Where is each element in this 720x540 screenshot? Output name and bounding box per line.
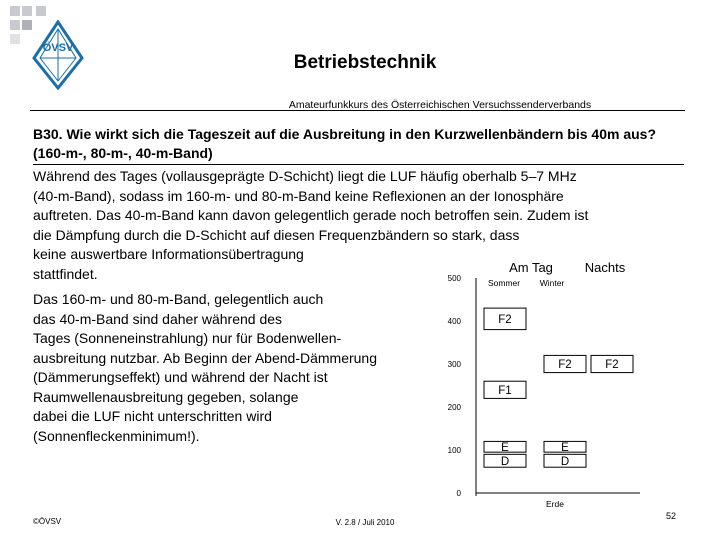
- chart-title-day: Am Tag: [509, 260, 553, 275]
- question-heading: B30. Wie wirkt sich die Tageszeit auf die Ausbreitung in den Kurzwellenbändern bis 40m aus? (160-m-, 80-m-, 40-m-Band): [33, 126, 657, 161]
- layer-label: F1: [498, 384, 512, 397]
- text-line: keine auswertbare Informationsübertragung: [33, 246, 304, 262]
- text-line: (Dämmerungseffekt) und während der Nacht ist: [33, 369, 328, 385]
- footer-copyright: ©ÖVSV: [33, 517, 62, 526]
- page-number: 52: [666, 511, 677, 521]
- text-line: Während des Tages (vollausgeprägte D-Schicht) liegt die LUF häufig oberhalb 5–7 MHz: [33, 168, 577, 184]
- text-line: stattfindet.: [33, 265, 98, 282]
- y-tick-label: 200: [447, 403, 461, 412]
- chart-title-night: Nachts: [584, 260, 626, 275]
- layer-label: F2: [605, 359, 619, 371]
- text-line: Tages (Sonneneinstrahlung) nur für Bodenwellen-: [33, 330, 342, 346]
- text-line: (Sonnenfleckenminimum!).: [33, 427, 200, 444]
- footer-version: V. 2.8 / Juli 2010: [335, 518, 395, 527]
- text-line: Das 160-m- und 80-m-Band, gelegentlich auch: [33, 291, 324, 307]
- column-label-winter: Winter: [539, 278, 565, 288]
- text-line: ausbreitung nutzbar. Ab Beginn der Abend-Dämmerung: [33, 349, 378, 366]
- layer-label: E: [501, 441, 509, 454]
- text-line: Raumwellenausbreitung gegeben, solange: [33, 388, 299, 405]
- text-line: auftreten. Das 40-m-Band kann davon gelegentlich gerade noch betroffen sein. Zudem ist: [33, 207, 589, 223]
- text-line: (40-m-Band), sodass im 160-m- und 80-m-Band keine Reflexionen an der Ionosphäre: [33, 187, 564, 204]
- page-subtitle: Amateurfunkkurs des Österreichischen Versuchssenderverbands: [288, 99, 592, 111]
- y-tick-label: 0: [456, 489, 461, 498]
- text-line: dabei die LUF nicht unterschritten wird: [33, 408, 272, 424]
- layer-label: D: [560, 455, 570, 468]
- layer-label: D: [500, 455, 510, 468]
- y-tick-label: 500: [447, 274, 461, 283]
- layer-label: E: [561, 441, 569, 454]
- text-line: die Dämpfung durch die D-Schicht auf diesen Frequenzbändern so stark, dass: [33, 226, 520, 243]
- text-line: das 40-m-Band sind daher während des: [33, 310, 283, 327]
- column-label-summer: Sommer: [487, 278, 521, 288]
- layer-label: F2: [498, 313, 512, 326]
- page-title: Betriebstechnik: [293, 52, 437, 73]
- y-tick-label: 100: [447, 446, 461, 455]
- x-axis-label: Erde: [546, 499, 564, 509]
- y-tick-label: 300: [447, 360, 461, 369]
- y-tick-label: 400: [447, 317, 461, 326]
- layer-label: F2: [558, 359, 572, 371]
- logo-text: ÖVSV: [42, 42, 74, 54]
